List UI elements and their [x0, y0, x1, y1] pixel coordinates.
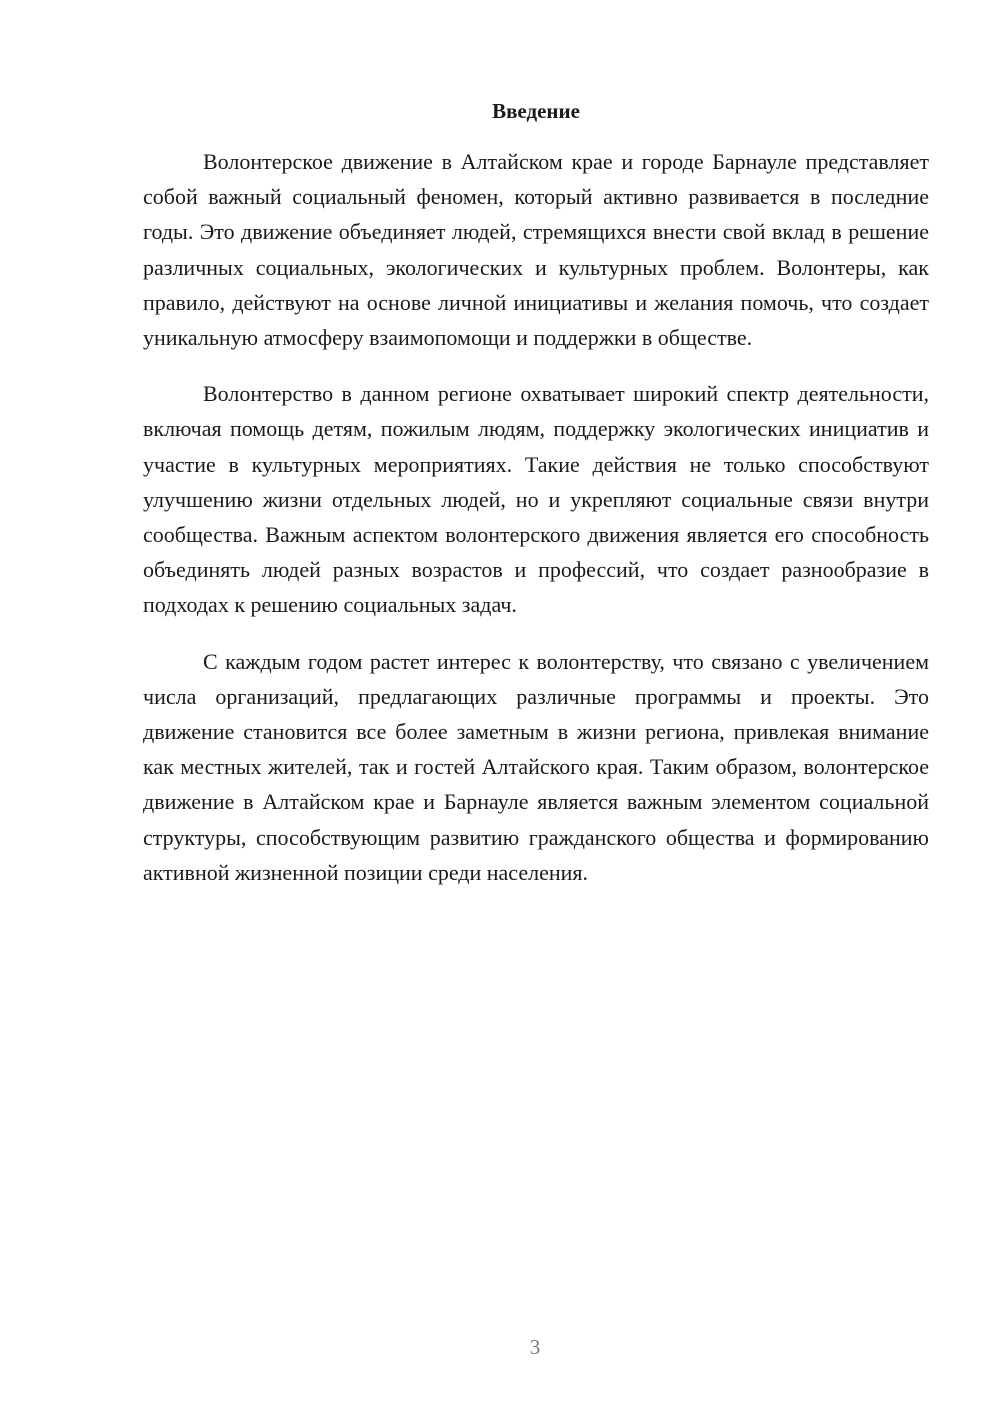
body-text — [143, 144, 929, 911]
paragraph-2: Волонтерство в данном регионе охватывает широкий спектр деятельности, включая помощь детям, пожилым людям, поддержку экологических инициатив и участие в культурных мероприятиях. Такие действия не только способствуют улучшению жизни отдельных людей, но и укрепляют социальные связи внутри сообщества. Важным аспектом волонтерского движения является его способность объединять людей разных возрастов и профессий, что создает разнообразие в подходах к решению социальных задач. — [143, 381, 929, 618]
paragraph-1: Волонтерское движение в Алтайском крае и городе Барнауле представляет собой важный социальный феномен, который активно развивается в последние годы. Это движение объединяет людей, стремящихся внести свой вклад в решение различных социальных, экологических и культурных проблем. Волонтеры, как правило, действуют на основе личной инициативы и желания помочь, что создает уникальную атмосферу взаимопомощи и поддержки в обществе. — [143, 149, 929, 351]
paragraph-3: С каждым годом растет интерес к волонтерству, что связано с увеличением числа организаций, предлагающих различные программы и проекты. Это движение становится все более заметным в жизни региона, привлекая внимание как местных жителей, так и гостей Алтайского края. Таким образом, волонтерское движение в Алтайском крае и Барнауле является важным элементом социальной структуры, способствующим развитию гражданского общества и формированию активной жизненной позиции среди населения. — [143, 648, 929, 885]
page-number: 3 — [529, 1335, 541, 1359]
section-heading: Введение — [492, 99, 580, 123]
